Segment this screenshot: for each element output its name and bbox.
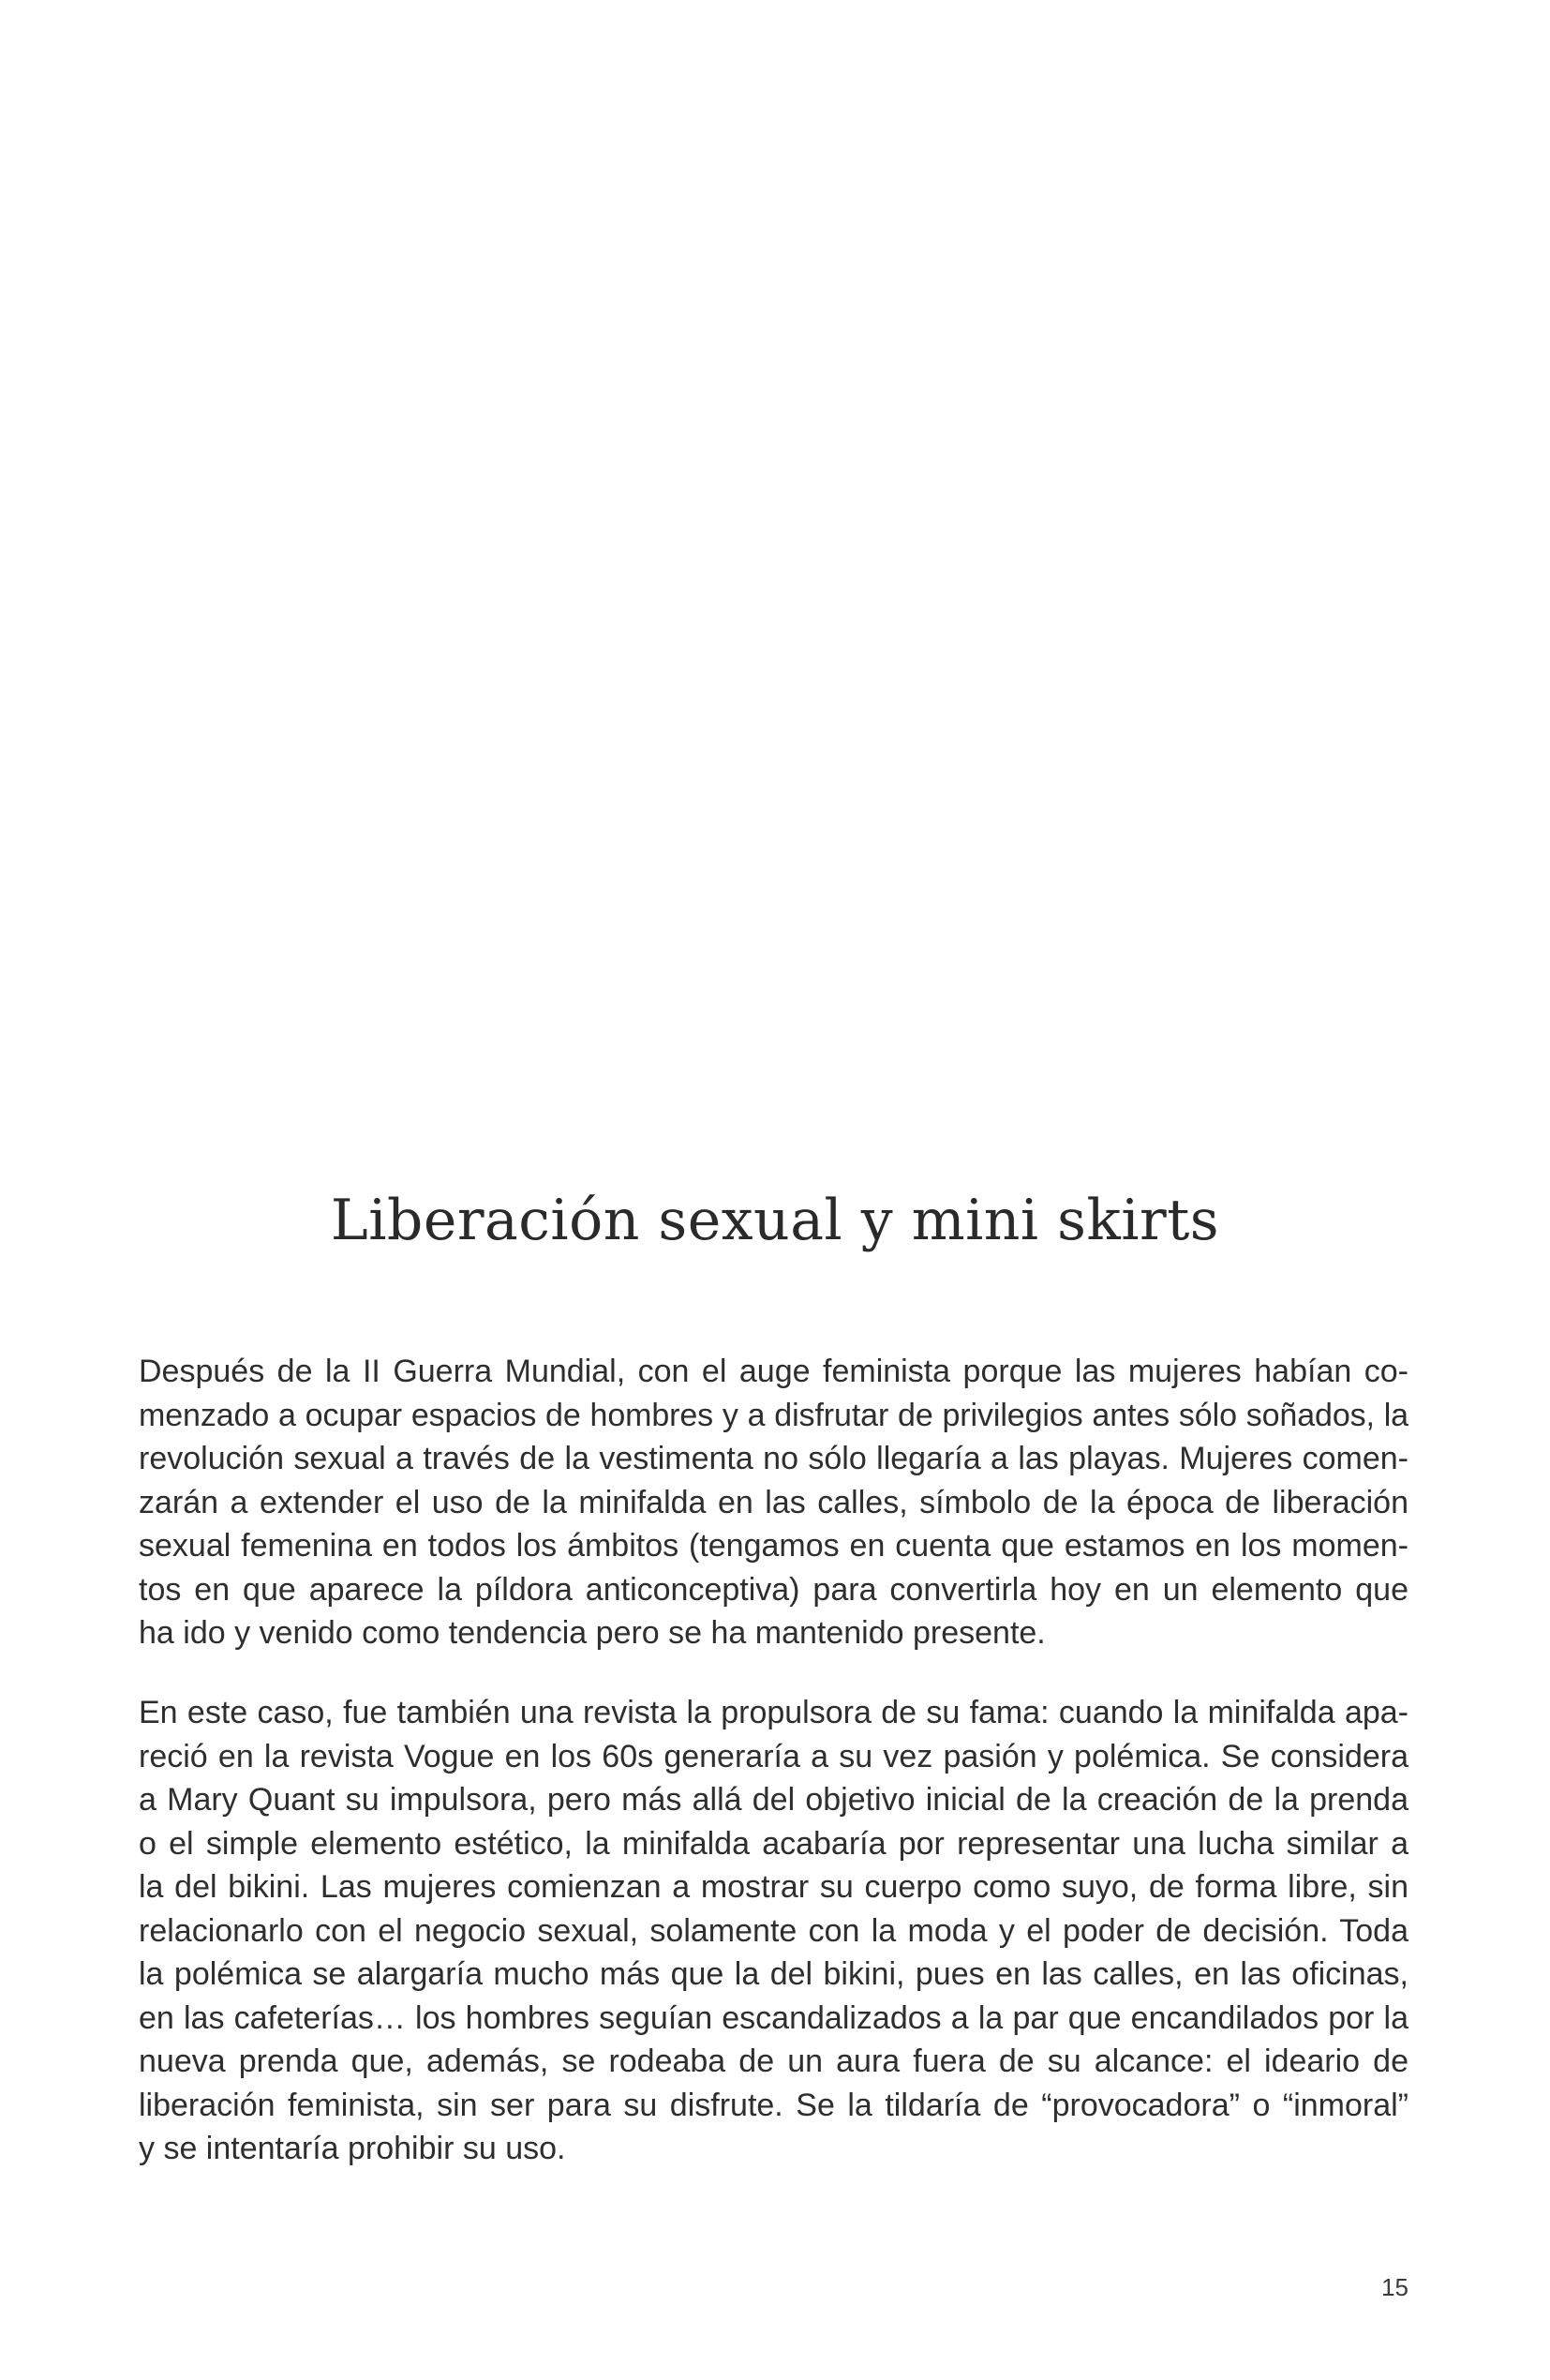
- paragraph-line: relacionarlo con el negocio sexual, solamente con la moda y el poder de decisión. Toda: [139, 1912, 1408, 1949]
- paragraph-line: sexual femenina en todos los ámbitos (tengamos en cuenta que estamos en los momen-: [139, 1528, 1408, 1564]
- paragraph-2: [139, 1691, 1408, 2171]
- paragraph-line: zarán a extender el uso de la minifalda en las calles, símbolo de la época de liberación: [139, 1484, 1408, 1520]
- paragraph-line: o el simple elemento estético, la minifalda acabaría por representar una lucha similar a: [139, 1825, 1408, 1862]
- paragraph-line: nueva prenda que, además, se rodeaba de un aura fuera de su alcance: el ideario de: [139, 2043, 1408, 2079]
- paragraph-line: reció en la revista Vogue en los 60s generaría a su vez pasión y polémica. Se considera: [139, 1738, 1408, 1774]
- page-title: Liberación sexual y mini skirts: [330, 1188, 1220, 1253]
- paragraph-line: ha ido y venido como tendencia pero se ha mantenido presente.: [139, 1615, 1046, 1651]
- paragraph-line: En este caso, fue también una revista la propulsora de su fama: cuando la minifalda apa-: [139, 1695, 1408, 1730]
- paragraph-line: tos en que aparece la píldora anticonceptiva) para convertirla hoy en un elemento que: [139, 1571, 1408, 1608]
- paragraph-1: [139, 1350, 1408, 1655]
- paragraph-line: liberación feminista, sin ser para su disfrute. Se la tildaría de “provocadora” o “inmoral”: [139, 2087, 1408, 2123]
- paragraph-line: menzado a ocupar espacios de hombres y a disfrutar de privilegios antes sólo soñados, la: [139, 1397, 1408, 1433]
- paragraph-line: revolución sexual a través de la vestimenta no sólo llegaría a las playas. Mujeres comen-: [139, 1441, 1408, 1476]
- page-number: 15: [1381, 2273, 1408, 2301]
- paragraph-line: en las cafeterías… los hombres seguían escandalizados a la par que encandilados por la: [139, 1999, 1408, 2036]
- paragraph-line: la polémica se alargaría mucho más que la del bikini, pues en las calles, en las oficinas,: [139, 1956, 1408, 1992]
- paragraph-line: Después de la II Guerra Mundial, con el auge feminista porque las mujeres habían co-: [139, 1354, 1408, 1389]
- paragraph-line: y se intentaría prohibir su uso.: [139, 2131, 566, 2166]
- paragraph-line: la del bikini. Las mujeres comienzan a mostrar su cuerpo como suyo, de forma libre, sin: [139, 1869, 1408, 1905]
- paragraph-line: a Mary Quant su impulsora, pero más allá del objetivo inicial de la creación de la prenda: [139, 1782, 1408, 1818]
